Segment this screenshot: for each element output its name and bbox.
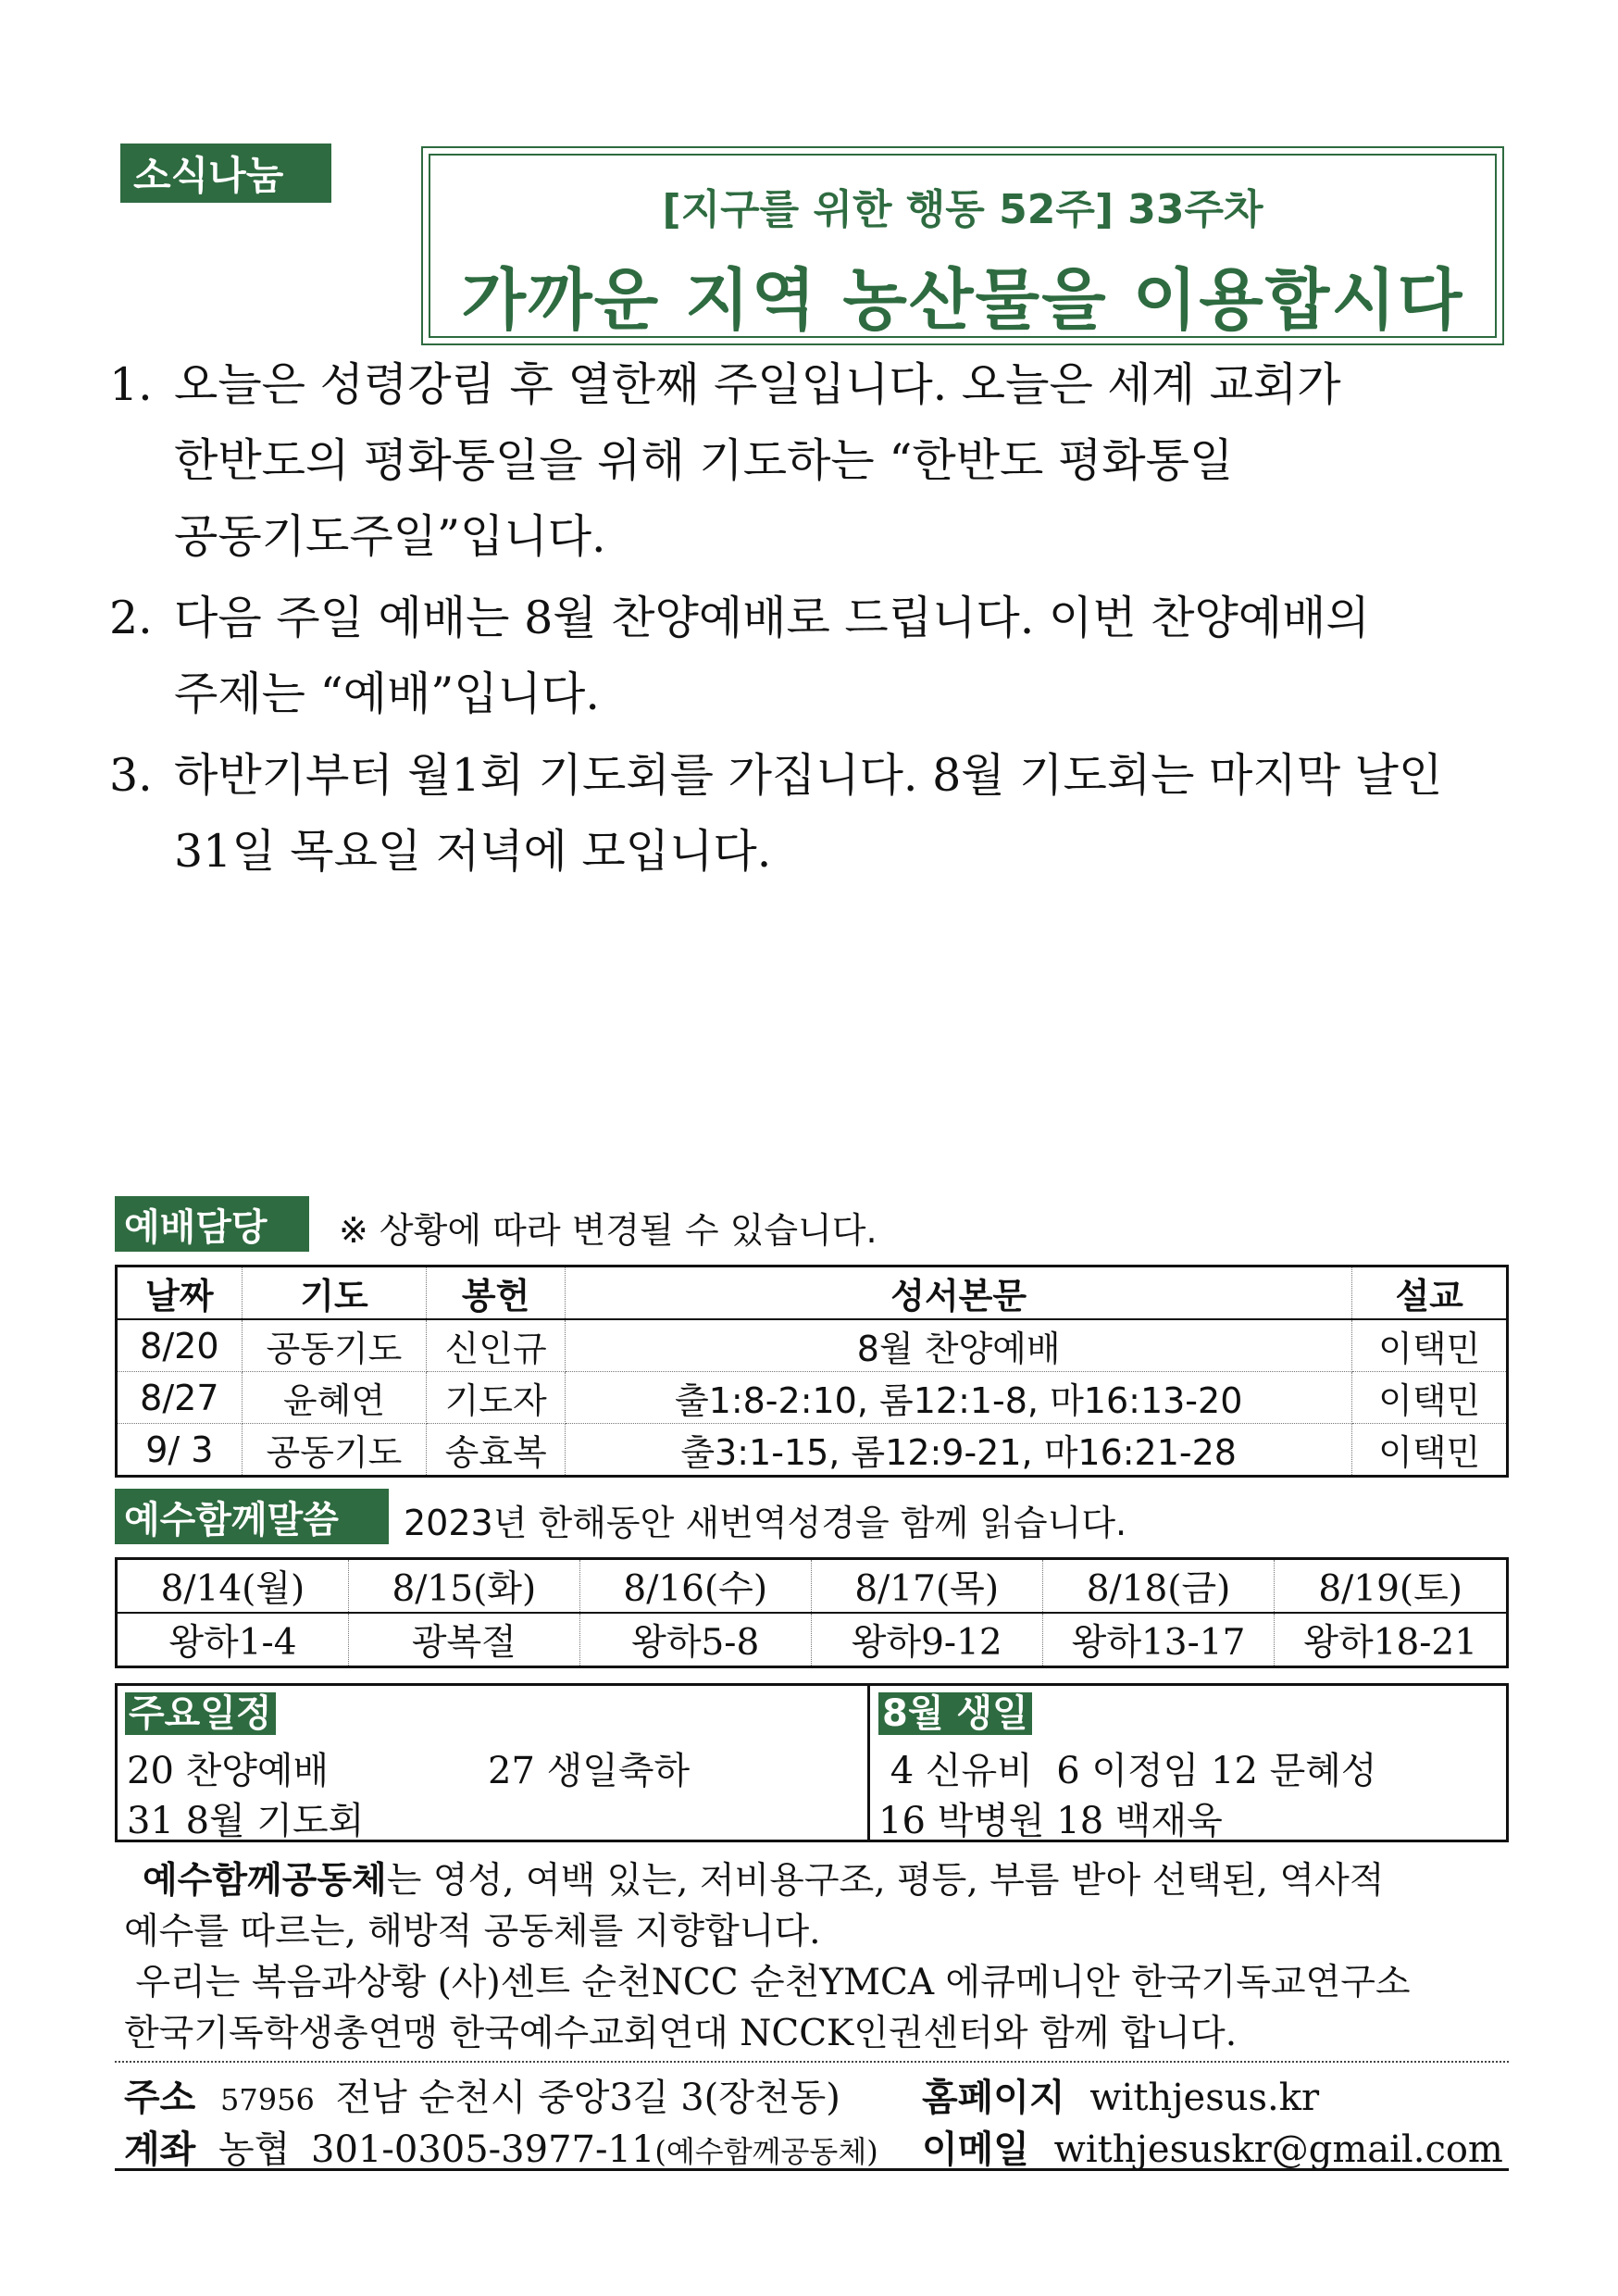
schedule-birthday-box	[115, 1683, 1509, 1842]
campaign-banner	[421, 146, 1504, 345]
banner-title: 가까운 지역 농산물을 이용합시다	[461, 261, 1464, 339]
col-header-sermon: 설교	[1352, 1267, 1508, 1320]
account-number: 301-0305-3977-11	[311, 2128, 655, 2171]
reading-passage: 왕하1-4	[117, 1613, 349, 1667]
birthday-tag: 8월 생일	[878, 1692, 1032, 1735]
partners-text: 한국기독학생총연맹 한국예수교회연대 NCCK인권센터와 함께 합니다.	[124, 2013, 1238, 2054]
bank: 농협	[218, 2128, 291, 2171]
notice-line: 하반기부터 월1회 기도회를 가집니다. 8월 기도회는 마지막 날인	[174, 749, 1443, 802]
dotted-divider	[115, 2061, 1509, 2063]
community-name: 예수함께공동체	[143, 1860, 387, 1902]
cell-offering: 송효복	[427, 1424, 566, 1477]
reading-passage: 광복절	[348, 1613, 579, 1667]
cell-scripture: 출1:8-2:10, 롬12:1-8, 마16:13-20	[566, 1372, 1352, 1424]
notice-line: 주제는 “예배”입니다.	[174, 668, 600, 720]
schedule-item: 20 찬양예배	[127, 1750, 330, 1792]
homepage-label: 홈페이지	[922, 2077, 1065, 2119]
table-header-row	[117, 1267, 1508, 1320]
reading-passage: 왕하13-17	[1042, 1613, 1275, 1667]
cell-scripture: 8월 찬양예배	[566, 1319, 1352, 1372]
cell-prayer: 윤혜연	[242, 1372, 427, 1424]
bottom-rule	[115, 2168, 1509, 2171]
reading-day: 8/16(수)	[579, 1559, 811, 1614]
cell-sermon: 이택민	[1352, 1319, 1508, 1372]
notice-number: 1.	[109, 358, 153, 411]
col-header-prayer: 기도	[242, 1267, 427, 1320]
col-header-date: 날짜	[117, 1267, 243, 1320]
box-divider	[867, 1686, 870, 1840]
postcode: 57956	[220, 2082, 315, 2117]
footer-address	[124, 2068, 840, 2121]
schedule-item: 27 생일축하	[488, 1750, 691, 1792]
col-header-scripture: 성서본문	[566, 1267, 1352, 1320]
notice-number: 3.	[109, 749, 153, 802]
schedule-tag: 주요일정	[125, 1692, 276, 1735]
notice-line: 31일 목요일 저녁에 모입니다.	[174, 825, 772, 878]
cell-scripture: 출3:1-15, 롬12:9-21, 마16:21-28	[566, 1424, 1352, 1477]
notice-number: 2.	[109, 592, 153, 644]
notice-line: 오늘은 성령강림 후 열한째 주일입니다. 오늘은 세계 교회가	[174, 358, 1341, 411]
reading-note: 2023년 한해동안 새번역성경을 함께 읽습니다.	[404, 1503, 1127, 1543]
birthday-line: 4 신유비 6 이정임 12 문혜성	[878, 1750, 1377, 1792]
cell-date: 9/ 3	[117, 1424, 243, 1477]
cell-prayer: 공동기도	[242, 1319, 427, 1372]
mission-text: 는 영성, 여백 있는, 저비용구조, 평등, 부름 받아 선택된, 역사적	[386, 1860, 1385, 1902]
worship-table	[115, 1265, 1509, 1478]
schedule-item: 31 8월 기도회	[127, 1800, 365, 1842]
reading-day: 8/17(목)	[811, 1559, 1042, 1614]
section-tag-news: 소식나눔	[120, 144, 331, 203]
mission-text: 예수를 따르는, 해방적 공동체를 지향합니다.	[124, 1911, 821, 1953]
worship-note: ※ 상황에 따라 변경될 수 있습니다.	[339, 1210, 877, 1251]
account-label: 계좌	[124, 2128, 196, 2171]
banner-inner-border	[429, 154, 1497, 338]
notice-2	[109, 580, 1516, 732]
reading-days-row	[117, 1559, 1508, 1614]
account-holder: (예수함께공동체)	[654, 2134, 878, 2169]
section-tag-worship: 예배담당	[115, 1196, 309, 1252]
address: 전남 순천시 중앙3길 3(장천동)	[335, 2077, 840, 2119]
notice-line: 다음 주일 예배는 8월 찬양예배로 드립니다. 이번 찬양예배의	[174, 592, 1370, 644]
notice-line: 공동기도주일”입니다.	[174, 510, 606, 563]
birthday-line: 16 박병원 18 백재욱	[878, 1800, 1223, 1842]
reading-passage: 왕하18-21	[1275, 1613, 1508, 1667]
address-label: 주소	[124, 2077, 196, 2119]
section-tag-reading: 예수함께말씀	[115, 1489, 389, 1544]
cell-sermon: 이택민	[1352, 1424, 1508, 1477]
schedule-tag-wrap	[125, 1691, 276, 1735]
reading-passages-row	[117, 1613, 1508, 1667]
notice-3	[109, 738, 1516, 890]
cell-prayer: 공동기도	[242, 1424, 427, 1477]
table-row	[117, 1372, 1508, 1424]
footer-email	[922, 2120, 1503, 2173]
cell-date: 8/27	[117, 1372, 243, 1424]
cell-date: 8/20	[117, 1319, 243, 1372]
email-link[interactable]: withjesuskr@gmail.com	[1053, 2128, 1503, 2171]
footer-account	[124, 2120, 878, 2173]
reading-day: 8/15(화)	[348, 1559, 579, 1614]
notice-line: 한반도의 평화통일을 위해 기도하는 “한반도 평화통일	[174, 434, 1234, 487]
email-label: 이메일	[922, 2128, 1029, 2171]
reading-day: 8/18(금)	[1042, 1559, 1275, 1614]
banner-subtitle: [지구를 위한 행동 52주] 33주차	[662, 186, 1263, 233]
reading-table	[115, 1557, 1509, 1668]
col-header-offering: 봉헌	[427, 1267, 566, 1320]
table-row	[117, 1319, 1508, 1372]
reading-day: 8/14(월)	[117, 1559, 349, 1614]
reading-passage: 왕하5-8	[579, 1613, 811, 1667]
reading-day: 8/19(토)	[1275, 1559, 1508, 1614]
cell-offering: 신인규	[427, 1319, 566, 1372]
partners-text: 우리는 복음과상황 (사)센트 순천NCC 순천YMCA 에큐메니안 한국기독교연구소	[124, 1962, 1411, 2003]
reading-passage: 왕하9-12	[811, 1613, 1042, 1667]
cell-offering: 기도자	[427, 1372, 566, 1424]
notice-1	[109, 347, 1516, 575]
cell-sermon: 이택민	[1352, 1372, 1508, 1424]
homepage-link[interactable]: withjesus.kr	[1089, 2077, 1320, 2119]
birthday-tag-wrap	[878, 1691, 1032, 1735]
mission-statement	[124, 1855, 1512, 2059]
table-row	[117, 1424, 1508, 1477]
footer-homepage	[922, 2068, 1319, 2121]
